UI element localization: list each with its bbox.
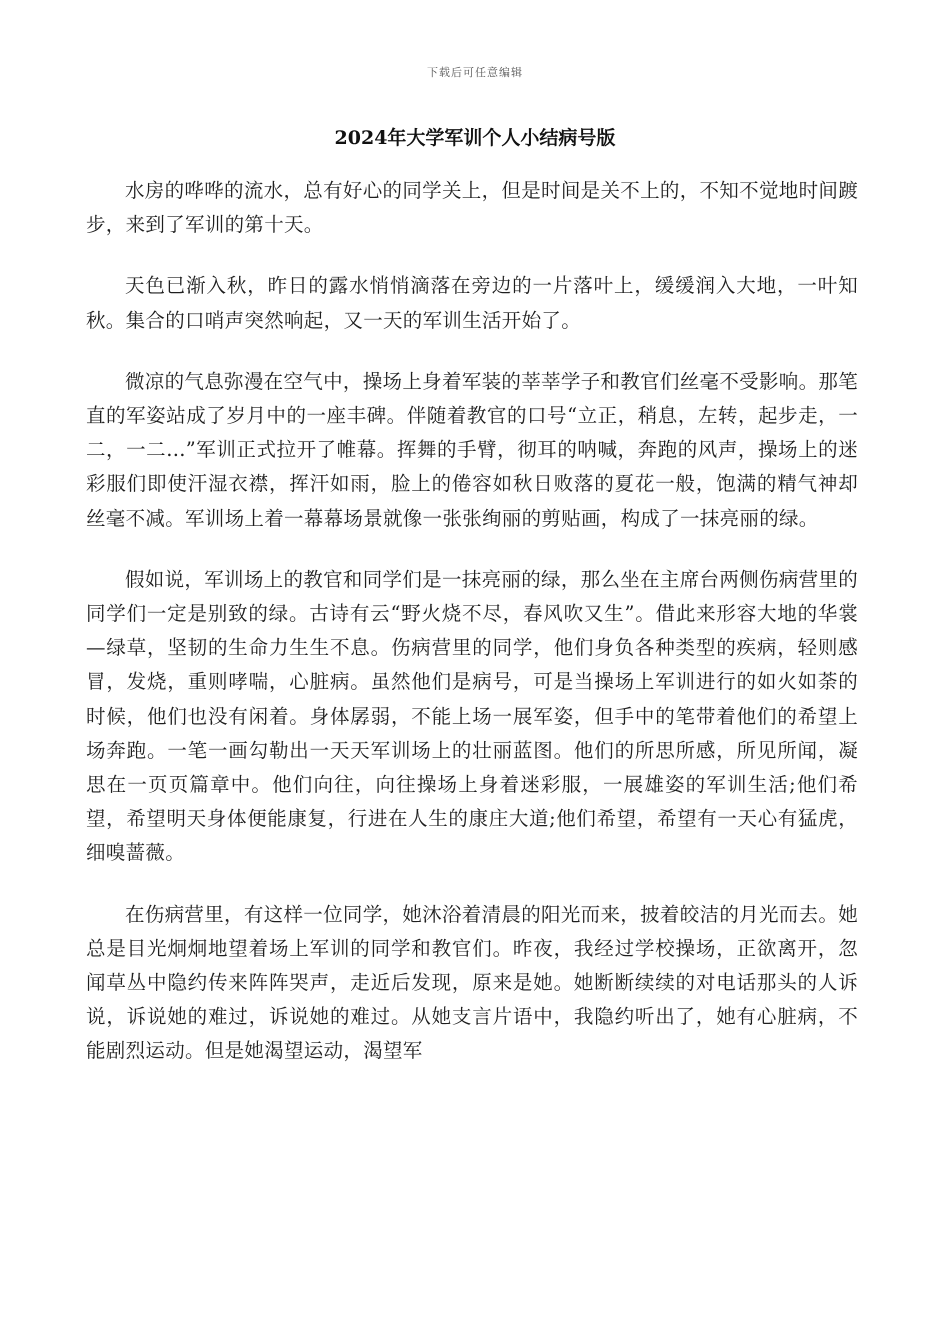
paragraph-2: 天色已渐入秋，昨日的露水悄悄滴落在旁边的一片落叶上，缓缓润入大地，一叶知秋。集合的口哨声突然响起，又一天的军训生活开始了。 — [86, 274, 858, 332]
paragraph-3: 微凉的气息弥漫在空气中，操场上身着军装的莘莘学子和教官们丝毫不受影响。那笔直的军姿站成了岁月中的一座丰碑。伴随着教官的口号“立正，稍息，左转，起步走，一二，一二...”军训正式拉开了帷幕。挥舞的手臂，彻耳的呐喊，奔跑的风声，操场上的迷彩服们即使汗湿衣襟，挥汗如雨，脸上的倦容如秋日败落的夏花一般，饱满的精气神却丝毫不减。军训场上着一幕幕场景就像一张张绚丽的剪贴画，构成了一抹亮丽的绿。 — [86, 369, 858, 530]
paragraph-5: 在伤病营里，有这样一位同学，她沐浴着清晨的阳光而来，披着皎洁的月光而去。她总是目光炯炯地望着场上军训的同学和教官们。昨夜，我经过学校操场，正欲离开，忽闻草丛中隐约传来阵阵哭声，走近后发现，原来是她。她断断续续的对电话那头的人诉说，诉说她的难过，诉说她的难过。从她支言片语中，我隐约听出了，她有心脏病，不能剧烈运动。但是她渴望运动，渴望军 — [86, 902, 858, 1063]
paragraph-4: 假如说，军训场上的教官和同学们是一抹亮丽的绿，那么坐在主席台两侧伤病营里的同学们一定是别致的绿。古诗有云“野火烧不尽，春风吹又生”。借此来形容大地的华裳—绿草，坚韧的生命力生生不息。伤病营里的同学，他们身负各种类型的疾病，轻则感冒，发烧，重则哮喘，心脏病。虽然他们是病号，可是当操场上军训进行的如火如荼的时候，他们也没有闲着。身体孱弱，不能上场一展军姿，但手中的笔带着他们的希望上场奔跑。一笔一画勾勒出一天天军训场上的壮丽蓝图。他们的所思所感，所见所闻，凝思在一页页篇章中。他们向往，向往操场上身着迷彩服，一展雄姿的军训生活;他们希望，希望明天身体便能康复，行进在人生的康庄大道;他们希望，希望有一天心有猛虎，细嗅蔷薇。 — [86, 567, 858, 865]
document-body — [86, 174, 858, 1096]
header-note: 下载后可任意编辑 — [427, 66, 523, 79]
document-title: 2024年大学军训个人小结病号版 — [334, 127, 616, 149]
paragraph-1: 水房的哗哗的流水，总有好心的同学关上，但是时间是关不上的，不知不觉地时间踱步，来到了军训的第十天。 — [86, 179, 858, 237]
